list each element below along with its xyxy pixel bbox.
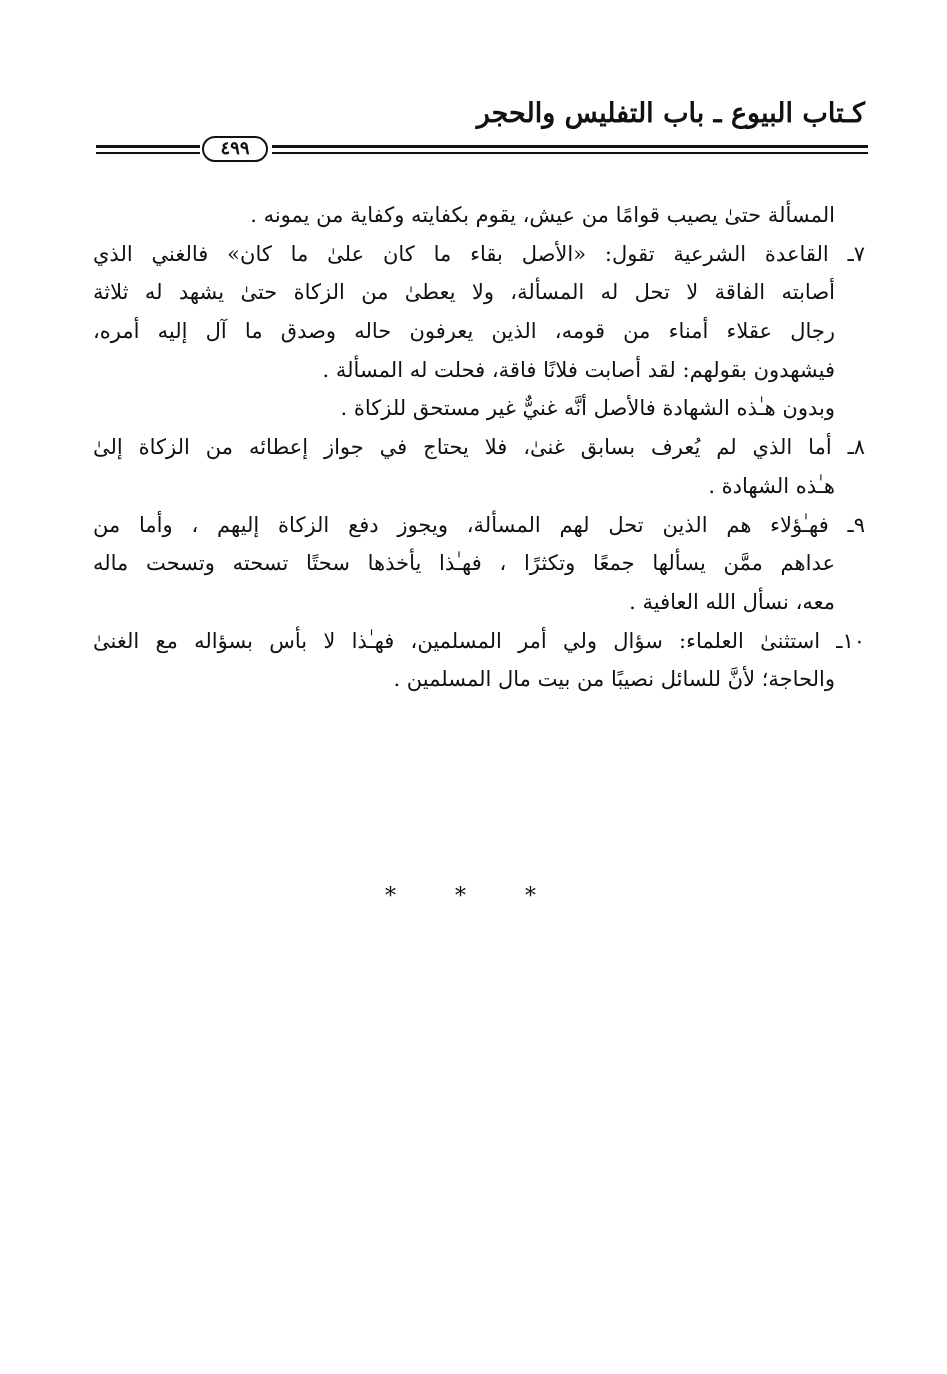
page-number: ٤٩٩ — [202, 136, 268, 162]
text-line: ٩ـ فهـٰؤلاء هم الذين تحل لهم المسألة، ويجوز دفع الزكاة إليهم ، وأما من — [93, 512, 865, 537]
body-text — [93, 196, 865, 699]
text-line: أصابته الفاقة لا تحل له المسألة، ولا يعطىٰ من الزكاة حتىٰ يشهد له ثلاثة — [93, 280, 835, 305]
text-line: ٧ـ القاعدة الشرعية تقول: «الأصل بقاء ما كان علىٰ ما كان» فالغني الذي — [93, 241, 865, 266]
text-line: فيشهدون بقولهم: لقد أصابت فلانًا فاقة، فحلت له المسألة . — [322, 357, 835, 382]
text-line: رجال عقلاء أمناء من قومه، الذين يعرفون حاله وصدق ما آل إليه أمره، — [93, 319, 835, 344]
section-separator: * * * — [385, 884, 562, 909]
text-line: هـٰذه الشهادة . — [708, 473, 835, 498]
text-line: ١٠ـ استثنىٰ العلماء: سؤال ولي أمر المسلمين، فهـٰذا لا بأس بسؤاله مع الغنىٰ — [93, 628, 865, 653]
header-rule — [96, 136, 868, 164]
running-header-title: كـتاب البيوع ـ باب التفليس والحجر — [476, 98, 865, 129]
header-rule-right — [272, 145, 868, 155]
header-rule-left — [96, 145, 200, 155]
text-line: ٨ـ أما الذي لم يُعرف بسابق غنىٰ، فلا يحتاج في جواز إعطائه من الزكاة إلىٰ — [93, 435, 865, 460]
text-line: المسألة حتىٰ يصيب قوامًا من عيش، يقوم بكفايته وكفاية من يمونه . — [250, 203, 835, 227]
text-line: عداهم ممَّن يسألها جمعًا وتكثرًا ، فهـٰذا يأخذها سحتًا تسحته وتسحت ماله — [93, 551, 835, 576]
text-line: وبدون هـٰذه الشهادة فالأصل أنَّه غنيٌّ غير مستحق للزكاة . — [340, 396, 835, 421]
text-line: والحاجة؛ لأنَّ للسائل نصيبًا من بيت مال المسلمين . — [393, 667, 835, 692]
text-line: معه، نسأل الله العافية . — [629, 589, 835, 614]
